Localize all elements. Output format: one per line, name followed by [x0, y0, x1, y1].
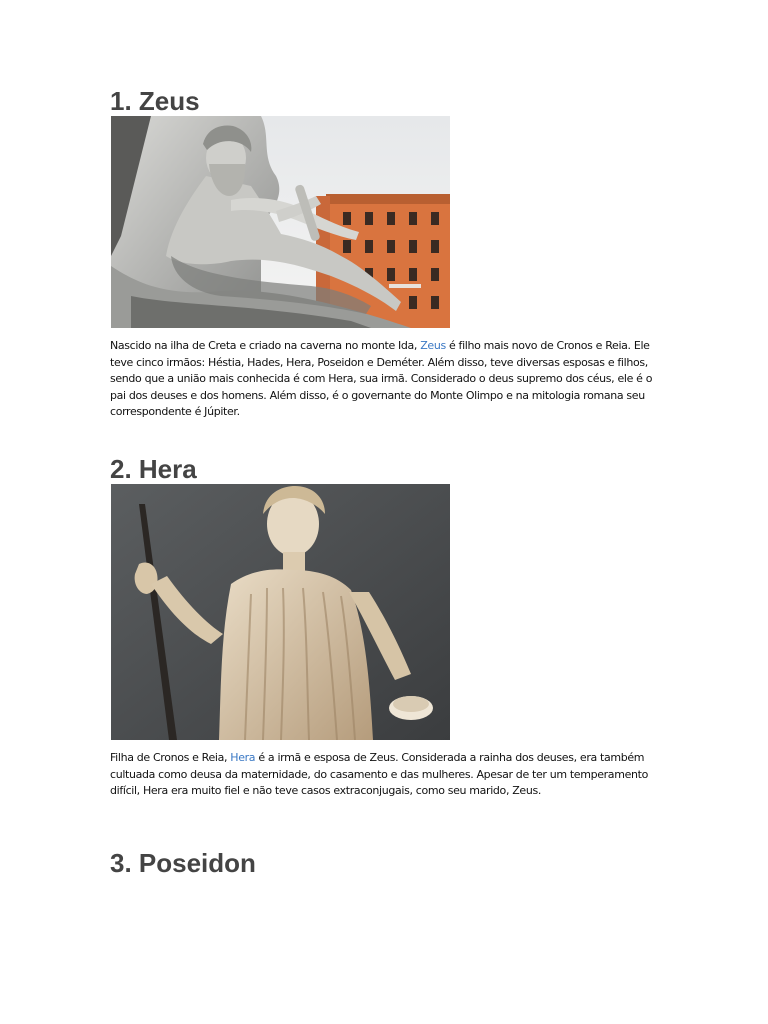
hera-statue-photo	[111, 484, 450, 740]
section-heading-poseidon: 3. Poseidon	[110, 848, 256, 878]
paragraph-hera-text-start: Filha de Cronos e Reia,	[110, 751, 231, 764]
link-hera[interactable]: Hera	[230, 751, 256, 764]
link-zeus[interactable]: Zeus	[420, 339, 446, 352]
paragraph-hera	[110, 750, 660, 800]
section-heading-hera: 2. Hera	[110, 454, 197, 484]
section-heading-zeus: 1. Zeus	[110, 86, 200, 116]
zeus-statue-photo	[111, 116, 450, 328]
paragraph-zeus	[110, 338, 660, 421]
paragraph-zeus-text-end: é filho mais novo de Cronos e Reia. Ele teve cinco irmãos: Héstia, Hades, Hera, Poseidon e Deméter. Além disso, teve diversas esposas e filhos, sendo que a união mais conhecida é com Hera, sua irmã. Considerado o deus supremo dos céus, ele é o pai dos deuses e dos homens. Além disso, é o governante do Monte Olimpo e na mitologia romana seu correspondente é Júpiter.	[110, 339, 653, 418]
paragraph-hera-text-end: é a irmã e esposa de Zeus. Considerada a rainha dos deuses, era também cultuada como deusa da maternidade, do casamento e das mulheres. Apesar de ter um temperamento difícil, Hera era muito fiel e não teve casos extraconjugais, como seu marido, Zeus.	[110, 751, 648, 797]
paragraph-zeus-text-start: Nascido na ilha de Creta e criado na caverna no monte Ida,	[110, 339, 421, 352]
